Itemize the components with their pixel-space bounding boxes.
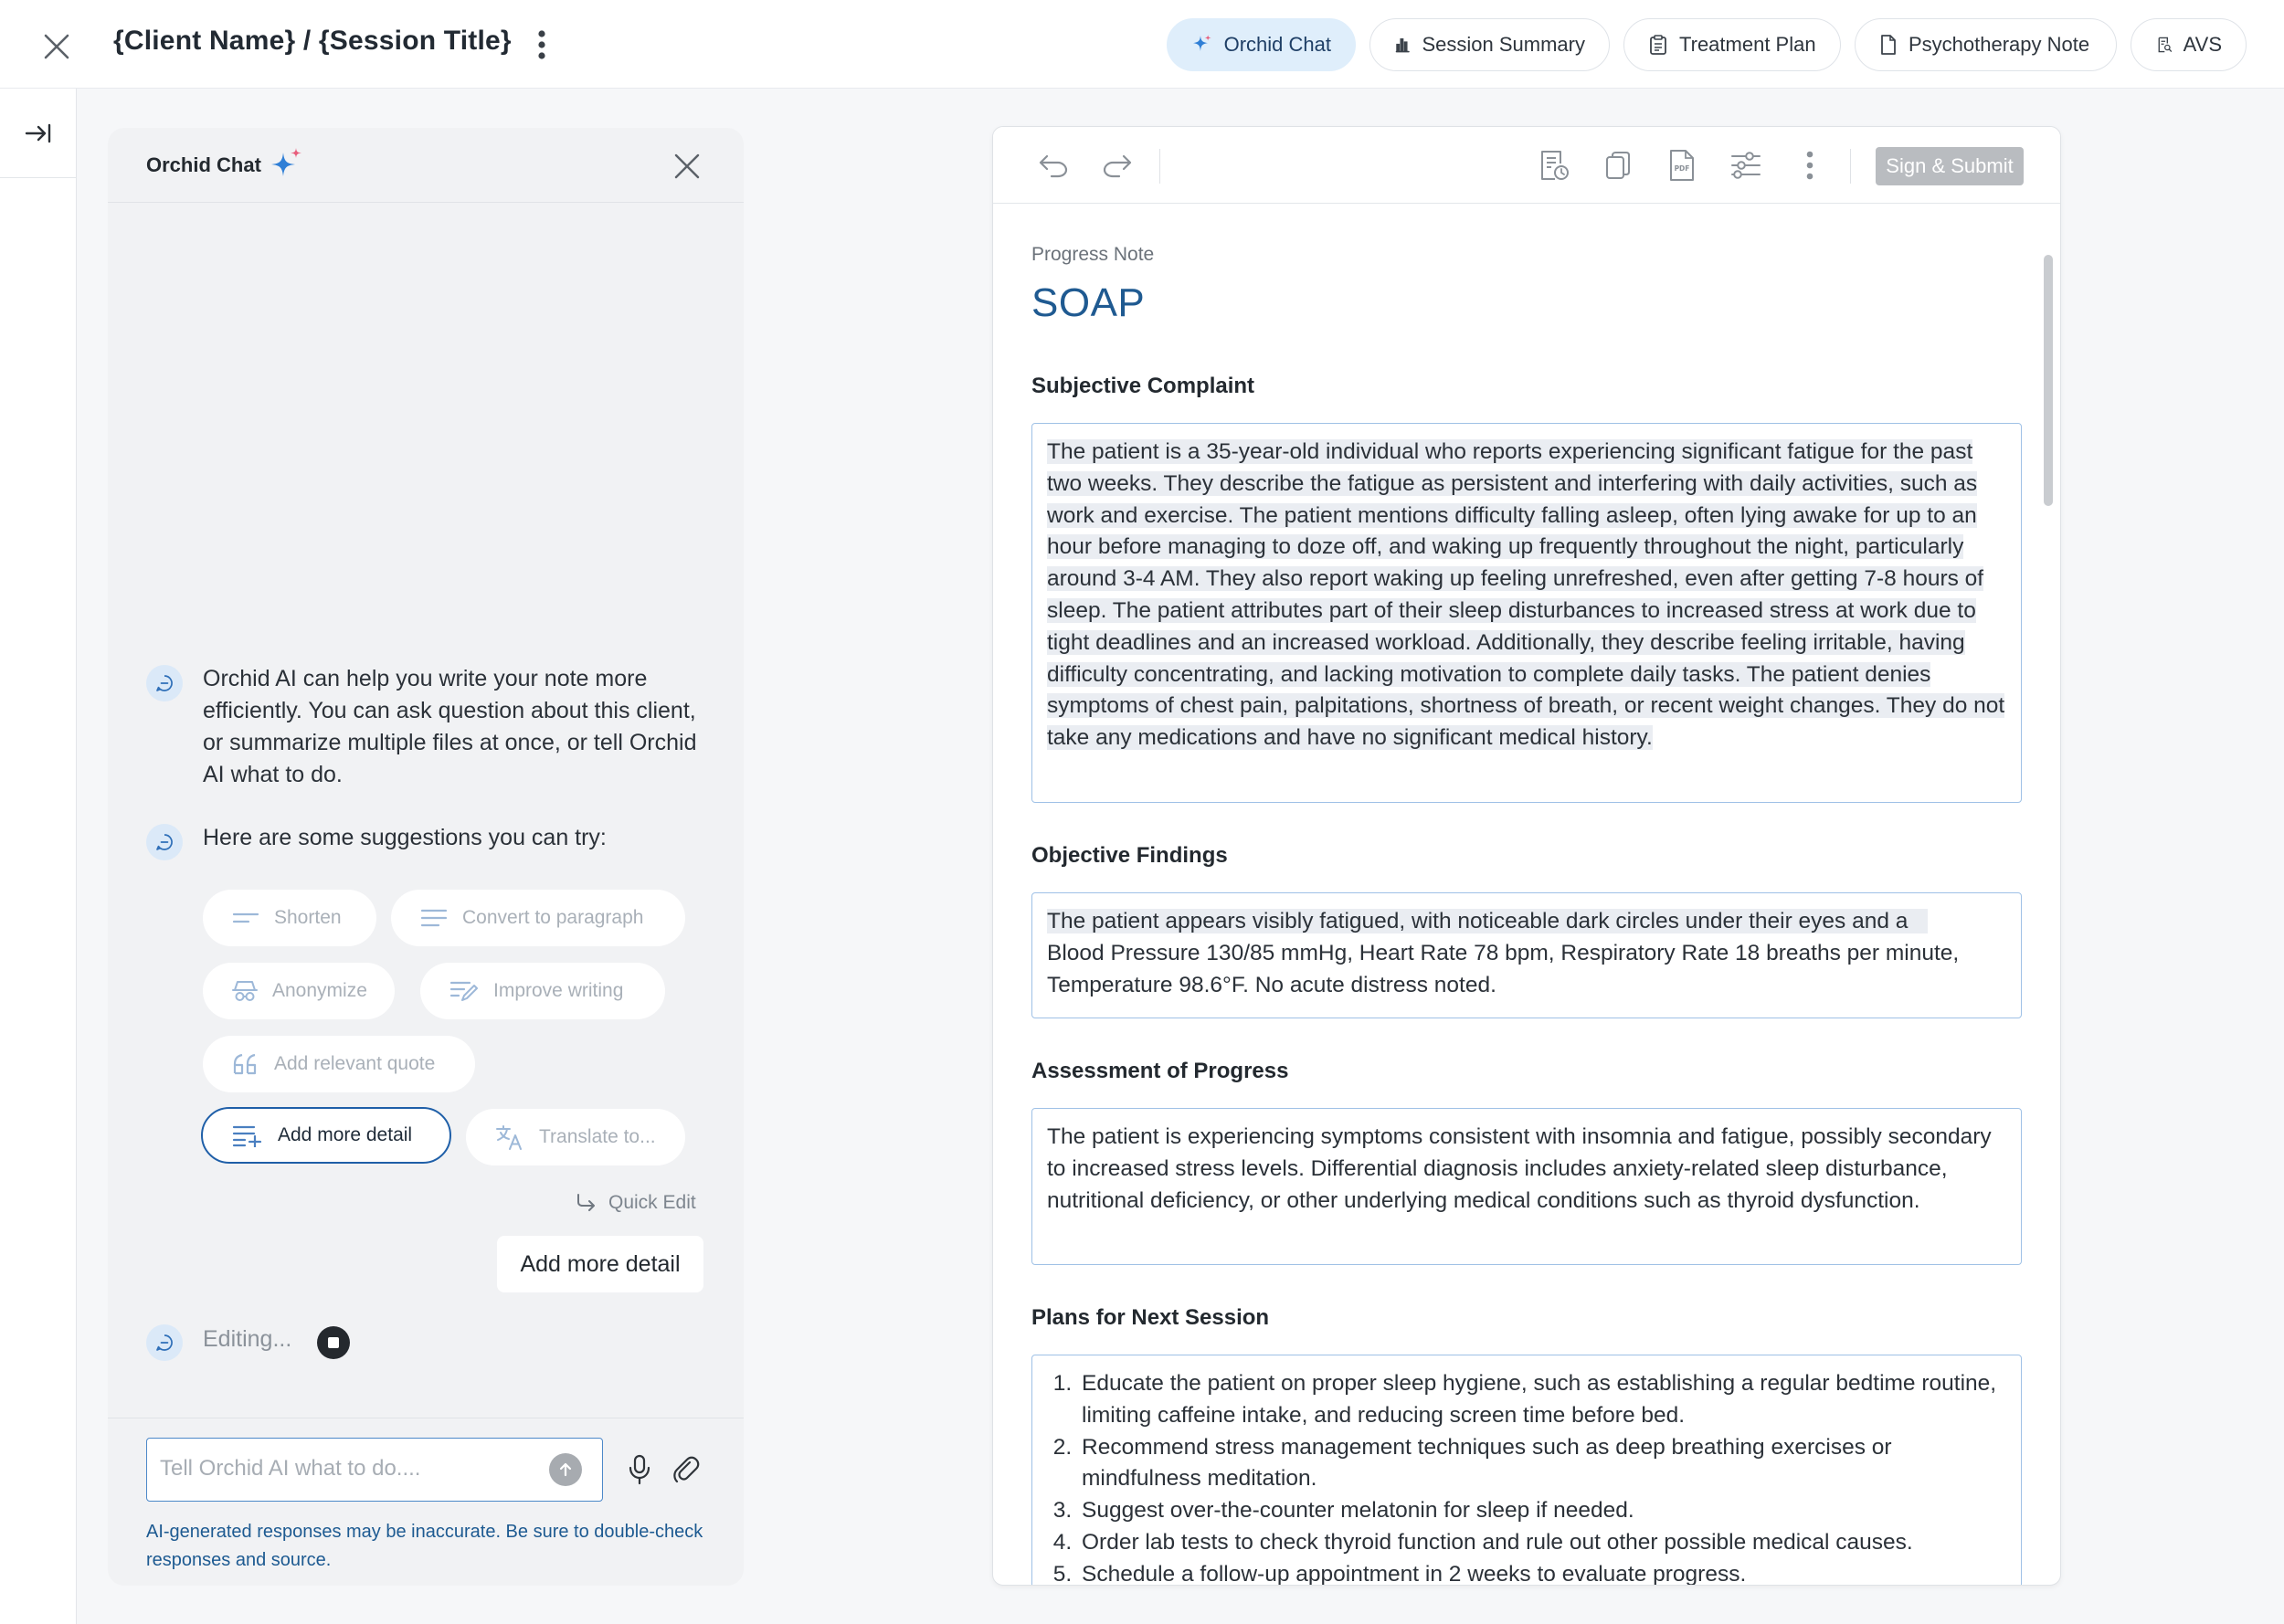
sign-and-submit-button[interactable]: Sign & Submit xyxy=(1876,147,2024,185)
list-item: 3. Suggest over-the-counter melatonin for sleep if needed. xyxy=(1078,1495,2006,1527)
voice-input-button[interactable] xyxy=(621,1450,658,1489)
chip-add-relevant-quote[interactable] xyxy=(203,1036,475,1092)
shorten-icon xyxy=(232,909,259,927)
chat-input[interactable] xyxy=(160,1439,544,1499)
subjective-complaint-text: The patient is a 35-year-old individual who reports experiencing significant fatigue for the past two weeks. They describe the fatigue as persistent and interfering with daily activities, such as work and exercise. The patient mentions difficulty falling asleep, often lying awake for up to an hour before managing to doze off, and waking up frequently throughout the night, particularly around 3-4 AM. They also report waking up feeling unrefreshed, even after getting 7-8 hours of sleep. The patient attributes part of their sleep disturbances to increased stress at work due to tight deadlines and an increased workload. Additionally, they describe feeling irritable, having difficulty concentrating, and lacking motivation to complete daily tasks. The patient denies symptoms of chest pain, palpitations, shortness of breath, or recent weight changes. They do not take any medications and have no significant medical history. xyxy=(1047,439,2005,751)
tab-label: AVS xyxy=(2183,33,2222,56)
stop-icon xyxy=(328,1337,339,1348)
pdf-icon xyxy=(1668,149,1696,182)
arrow-up-icon xyxy=(557,1461,574,1478)
note-toolbar xyxy=(993,127,2061,204)
document-search-icon xyxy=(2157,34,2173,56)
list-item: 2. Recommend stress management techniques such as deep breathing exercises or mindfulness meditation. xyxy=(1078,1432,2006,1496)
page-title: {Client Name} / {Session Title} xyxy=(113,26,512,56)
orchid-chat-panel xyxy=(108,128,744,1586)
more-options-button[interactable] xyxy=(526,26,557,64)
chip-label: Shorten xyxy=(274,907,342,928)
chip-shorten[interactable] xyxy=(203,890,376,946)
chat-title: Orchid Chat xyxy=(146,153,261,176)
close-session-button[interactable] xyxy=(35,27,79,66)
close-icon xyxy=(43,33,70,60)
objective-highlighted-text: The patient appears visibly fatigued, with noticeable dark circles under their eyes and a xyxy=(1047,909,1928,933)
incognito-icon xyxy=(232,979,258,1003)
reply-arrow-icon xyxy=(576,1193,597,1213)
plans-list xyxy=(1047,1368,2006,1586)
scrollbar-thumb[interactable] xyxy=(2044,255,2053,506)
chip-add-more-detail[interactable] xyxy=(201,1107,451,1164)
tab-label: Psychotherapy Note xyxy=(1909,33,2090,56)
microphone-icon xyxy=(628,1454,651,1485)
sliders-icon xyxy=(1730,151,1761,180)
chat-bubble-icon xyxy=(154,673,174,693)
chip-label: Anonymize xyxy=(272,980,367,1001)
bar-chart-icon xyxy=(1394,35,1411,55)
expand-sidebar-button[interactable] xyxy=(0,89,77,178)
list-item: 4. Order lab tests to check thyroid function and rule out other possible medical causes. xyxy=(1078,1527,2006,1559)
chip-translate-to[interactable] xyxy=(466,1109,685,1165)
clipboard-icon xyxy=(1648,34,1668,56)
assistant-intro-message: Orchid AI can help you write your note more efficiently. You can ask question about this client, or summarize multiple files at once, or tell Orchid AI what to do. xyxy=(203,666,697,787)
editing-status: Editing... xyxy=(203,1326,292,1352)
top-bar xyxy=(0,0,2284,89)
arrow-right-to-bar-icon xyxy=(25,123,52,143)
toolbar-divider xyxy=(1850,149,1851,184)
sparkle-icon xyxy=(1191,33,1213,57)
undo-icon xyxy=(1038,153,1069,178)
chat-composer xyxy=(146,1438,603,1502)
section-heading-assessment: Assessment of Progress xyxy=(1031,1059,1289,1083)
copy-icon xyxy=(1604,150,1632,181)
tab-psychotherapy-note[interactable] xyxy=(1855,18,2117,71)
undo-button[interactable] xyxy=(1031,143,1075,187)
left-rail xyxy=(0,89,77,1624)
export-pdf-button[interactable] xyxy=(1660,143,1704,187)
document-clock-icon xyxy=(1539,149,1570,182)
section-heading-objective: Objective Findings xyxy=(1031,843,1228,868)
chip-label: Translate to... xyxy=(539,1126,656,1147)
ai-disclaimer: AI-generated responses may be inaccurate. Be sure to double-check responses and source. xyxy=(146,1522,703,1570)
translate-icon xyxy=(495,1124,524,1150)
chat-bubble-icon xyxy=(154,1333,174,1353)
chip-label: Add more detail xyxy=(278,1124,413,1145)
redo-button[interactable] xyxy=(1095,143,1139,187)
version-history-button[interactable] xyxy=(1532,143,1576,187)
tab-avs[interactable] xyxy=(2131,18,2247,71)
assistant-avatar xyxy=(146,824,183,860)
note-title: SOAP xyxy=(1031,280,1146,325)
attach-file-button[interactable] xyxy=(667,1450,705,1489)
tab-label: Orchid Chat xyxy=(1223,33,1331,56)
assistant-avatar xyxy=(146,1324,183,1361)
tab-session-summary[interactable] xyxy=(1369,18,1610,71)
paperclip-icon xyxy=(671,1455,701,1484)
tab-treatment-plan[interactable] xyxy=(1623,18,1841,71)
section-heading-plans: Plans for Next Session xyxy=(1031,1305,1270,1330)
tab-orchid-chat[interactable] xyxy=(1167,18,1356,71)
objective-findings-field[interactable] xyxy=(1031,892,2022,1018)
kebab-menu-icon xyxy=(537,29,546,60)
close-chat-button[interactable] xyxy=(667,148,707,185)
plans-field[interactable] xyxy=(1031,1355,2022,1586)
send-button[interactable] xyxy=(549,1453,582,1486)
settings-sliders-button[interactable] xyxy=(1724,143,1768,187)
svg-text:PDF: PDF xyxy=(1674,164,1690,173)
note-more-options-button[interactable] xyxy=(1788,143,1832,187)
subjective-complaint-field[interactable] xyxy=(1031,423,2022,803)
chip-improve-writing[interactable] xyxy=(420,963,665,1019)
sparkle-icon xyxy=(270,146,303,181)
quote-icon xyxy=(232,1053,259,1075)
toolbar-divider xyxy=(1159,149,1160,184)
edit-lines-icon xyxy=(449,979,479,1003)
list-item: 1. Educate the patient on proper sleep hygiene, such as establishing a regular bedtime routine, limiting caffeine intake, and reducing screen time before bed. xyxy=(1078,1368,2006,1432)
note-editor-panel xyxy=(992,126,2061,1586)
chip-label: Convert to paragraph xyxy=(462,907,644,928)
quick-edit-text: Quick Edit xyxy=(608,1192,696,1213)
tab-label: Session Summary xyxy=(1422,33,1585,56)
assistant-suggestion-message: Here are some suggestions you can try: xyxy=(203,825,607,850)
quick-edit-label xyxy=(576,1192,696,1214)
kebab-menu-icon xyxy=(1805,151,1814,180)
section-heading-subjective: Subjective Complaint xyxy=(1031,374,1255,398)
chat-header xyxy=(108,128,744,203)
close-icon xyxy=(674,153,700,179)
chip-label: Add relevant quote xyxy=(274,1053,436,1074)
assessment-text: The patient is experiencing symptoms consistent with insomnia and fatigue, possibly secondary to increased stress levels. Differential diagnosis includes anxiety-related sleep disturbance, nutritional deficiency, or other underlying medical conditions such as thyroid dysfunction. xyxy=(1047,1124,1992,1213)
copy-button[interactable] xyxy=(1596,143,1640,187)
stop-generation-button[interactable] xyxy=(317,1326,350,1359)
tab-label: Treatment Plan xyxy=(1679,33,1816,56)
assessment-field[interactable] xyxy=(1031,1108,2022,1265)
assistant-avatar xyxy=(146,665,183,701)
user-message: Add more detail xyxy=(497,1236,703,1292)
list-item: 5. Schedule a follow-up appointment in 2 weeks to evaluate progress. xyxy=(1078,1559,2006,1586)
chip-anonymize[interactable] xyxy=(203,963,395,1019)
paragraph-icon xyxy=(420,908,448,928)
document-icon xyxy=(1879,34,1898,56)
note-type-label: Progress Note xyxy=(1031,244,1155,265)
chip-convert-to-paragraph[interactable] xyxy=(391,890,685,946)
objective-findings-text: Blood Pressure 130/85 mmHg, Heart Rate 78 bpm, Respiratory Rate 18 breaths per minute, Temperature 98.6°F. No acute distress noted. xyxy=(1047,940,1960,997)
chip-label: Improve writing xyxy=(493,980,624,1001)
redo-icon xyxy=(1102,153,1133,178)
chat-bubble-icon xyxy=(154,832,174,852)
add-detail-icon xyxy=(232,1123,263,1147)
